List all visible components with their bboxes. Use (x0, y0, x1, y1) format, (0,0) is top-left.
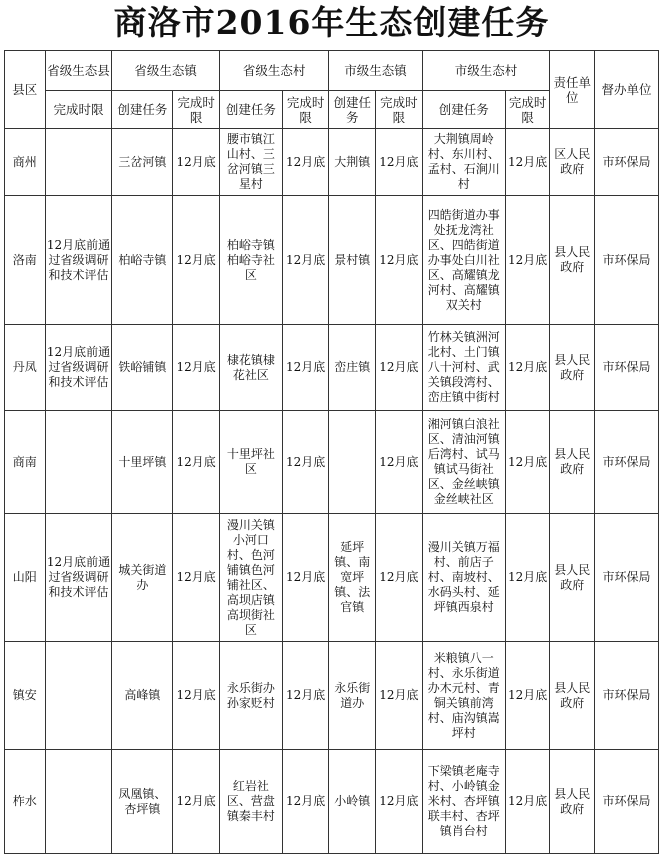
cell-responsible: 县人民政府 (550, 196, 595, 325)
cell-cv-task: 四皓街道办事处抚龙湾社区、四皓街道办事处白川社区、高耀镇龙河村、高耀镇双关村 (422, 196, 505, 325)
cell-pv-deadline: 12月底 (282, 129, 329, 196)
cell-cv-task: 下梁镇老庵寺村、小岭镇金米村、杏坪镇联丰村、杏坪镇肖台村 (422, 750, 505, 854)
cell-pv-deadline: 12月底 (282, 642, 329, 750)
cell-ct-deadline: 12月底 (376, 411, 423, 514)
table-row (5, 325, 659, 411)
cell-pt-deadline: 12月底 (173, 411, 220, 514)
table-row (5, 750, 659, 854)
cell-cv-deadline: 12月底 (505, 750, 550, 854)
header-prov-eco-village: 省级生态村 (219, 51, 328, 91)
table-row (5, 129, 659, 196)
cell-supervisor: 市环保局 (595, 642, 659, 750)
header-city-eco-village: 市级生态村 (422, 51, 550, 91)
cell-pv-task: 柏峪寺镇柏峪寺社区 (219, 196, 282, 325)
header-pv-deadline: 完成时限 (282, 91, 329, 129)
cell-pt-deadline: 12月底 (173, 514, 220, 642)
cell-cv-deadline: 12月底 (505, 514, 550, 642)
cell-ct-deadline: 12月底 (376, 196, 423, 325)
header-supervisor: 督办单位 (595, 51, 659, 129)
header-prov-eco-county: 省级生态县 (45, 51, 112, 91)
cell-supervisor: 市环保局 (595, 129, 659, 196)
header-pv-task: 创建任务 (219, 91, 282, 129)
table-row (5, 411, 659, 514)
cell-ct-deadline: 12月底 (376, 750, 423, 854)
cell-county: 商南 (5, 411, 46, 514)
header-responsible: 责任单位 (550, 51, 595, 129)
cell-ct-deadline: 12月底 (376, 325, 423, 411)
cell-pc-deadline (45, 642, 112, 750)
cell-responsible: 区人民政府 (550, 129, 595, 196)
cell-pv-deadline: 12月底 (282, 196, 329, 325)
cell-cv-task: 湘河镇白浪社区、清油河镇后湾村、试马镇试马街社区、金丝峡镇金丝峡社区 (422, 411, 505, 514)
cell-pt-deadline: 12月底 (173, 325, 220, 411)
cell-pt-task: 三岔河镇 (112, 129, 173, 196)
cell-ct-deadline: 12月底 (376, 642, 423, 750)
cell-county: 丹凤 (5, 325, 46, 411)
cell-pv-task: 永乐街办孙家贬村 (219, 642, 282, 750)
cell-cv-deadline: 12月底 (505, 411, 550, 514)
cell-county: 柞水 (5, 750, 46, 854)
cell-pt-task: 十里坪镇 (112, 411, 173, 514)
cell-responsible: 县人民政府 (550, 642, 595, 750)
header-city-eco-town: 市级生态镇 (329, 51, 422, 91)
cell-ct-task: 峦庄镇 (329, 325, 376, 411)
cell-pc-deadline (45, 129, 112, 196)
cell-pt-task: 凤凰镇、杏坪镇 (112, 750, 173, 854)
cell-ct-task: 大荆镇 (329, 129, 376, 196)
cell-pc-deadline (45, 750, 112, 854)
cell-ct-deadline: 12月底 (376, 129, 423, 196)
header-ct-deadline: 完成时限 (376, 91, 423, 129)
cell-pv-task: 棣花镇棣花社区 (219, 325, 282, 411)
cell-pv-deadline: 12月底 (282, 750, 329, 854)
cell-ct-task: 延坪镇、南宽坪镇、法官镇 (329, 514, 376, 642)
cell-ct-task: 永乐街道办 (329, 642, 376, 750)
cell-pc-deadline (45, 411, 112, 514)
header-pt-deadline: 完成时限 (173, 91, 220, 129)
cell-pc-deadline: 12月底前通过省级调研和技术评估 (45, 514, 112, 642)
cell-pv-task: 红岩社区、营盘镇秦丰村 (219, 750, 282, 854)
cell-pt-deadline: 12月底 (173, 750, 220, 854)
header-cv-deadline: 完成时限 (505, 91, 550, 129)
table-row (5, 514, 659, 642)
cell-pt-task: 城关街道办 (112, 514, 173, 642)
cell-ct-task: 小岭镇 (329, 750, 376, 854)
cell-pc-deadline: 12月底前通过省级调研和技术评估 (45, 325, 112, 411)
cell-county: 山阳 (5, 514, 46, 642)
cell-pv-deadline: 12月底 (282, 325, 329, 411)
cell-pv-deadline: 12月底 (282, 514, 329, 642)
cell-supervisor: 市环保局 (595, 750, 659, 854)
cell-supervisor: 市环保局 (595, 514, 659, 642)
cell-pv-task: 漫川关镇小河口村、色河铺镇色河铺社区、高坝店镇高坝街社区 (219, 514, 282, 642)
cell-pt-deadline: 12月底 (173, 129, 220, 196)
header-cv-task: 创建任务 (422, 91, 505, 129)
table-row (5, 642, 659, 750)
cell-county: 镇安 (5, 642, 46, 750)
cell-pv-task: 腰市镇江山村、三岔河镇三星村 (219, 129, 282, 196)
cell-ct-task: 景村镇 (329, 196, 376, 325)
cell-supervisor: 市环保局 (595, 325, 659, 411)
cell-cv-deadline: 12月底 (505, 325, 550, 411)
cell-pt-deadline: 12月底 (173, 196, 220, 325)
cell-county: 洛南 (5, 196, 46, 325)
cell-pv-deadline: 12月底 (282, 411, 329, 514)
cell-ct-task (329, 411, 376, 514)
page-title: 商洛市2016年生态创建任务 (113, 3, 550, 42)
cell-county: 商州 (5, 129, 46, 196)
eco-task-table (4, 50, 659, 854)
cell-cv-task: 米粮镇八一村、永乐街道办木元村、青铜关镇前湾村、庙沟镇嵩坪村 (422, 642, 505, 750)
cell-cv-deadline: 12月底 (505, 129, 550, 196)
cell-cv-task: 大荆镇周岭村、东川村、孟村、石涧川村 (422, 129, 505, 196)
cell-pt-task: 柏峪寺镇 (112, 196, 173, 325)
cell-pt-task: 铁峪铺镇 (112, 325, 173, 411)
cell-cv-task: 漫川关镇万福村、前店子村、南坡村、水码头村、延坪镇西泉村 (422, 514, 505, 642)
cell-responsible: 县人民政府 (550, 411, 595, 514)
cell-responsible: 县人民政府 (550, 325, 595, 411)
cell-responsible: 县人民政府 (550, 514, 595, 642)
cell-cv-deadline: 12月底 (505, 642, 550, 750)
header-prov-eco-town: 省级生态镇 (112, 51, 219, 91)
cell-supervisor: 市环保局 (595, 196, 659, 325)
cell-pc-deadline: 12月底前通过省级调研和技术评估 (45, 196, 112, 325)
cell-pv-task: 十里坪社区 (219, 411, 282, 514)
header-pt-task: 创建任务 (112, 91, 173, 129)
cell-supervisor: 市环保局 (595, 411, 659, 514)
cell-pt-task: 高峰镇 (112, 642, 173, 750)
cell-pt-deadline: 12月底 (173, 642, 220, 750)
cell-cv-deadline: 12月底 (505, 196, 550, 325)
header-ct-task: 创建任务 (329, 91, 376, 129)
header-pc-deadline: 完成时限 (45, 91, 112, 129)
table-row (5, 196, 659, 325)
header-county: 县区 (5, 51, 46, 129)
cell-responsible: 县人民政府 (550, 750, 595, 854)
cell-cv-task: 竹林关镇洲河北村、土门镇八十河村、武关镇段湾村、峦庄镇中街村 (422, 325, 505, 411)
cell-ct-deadline: 12月底 (376, 514, 423, 642)
